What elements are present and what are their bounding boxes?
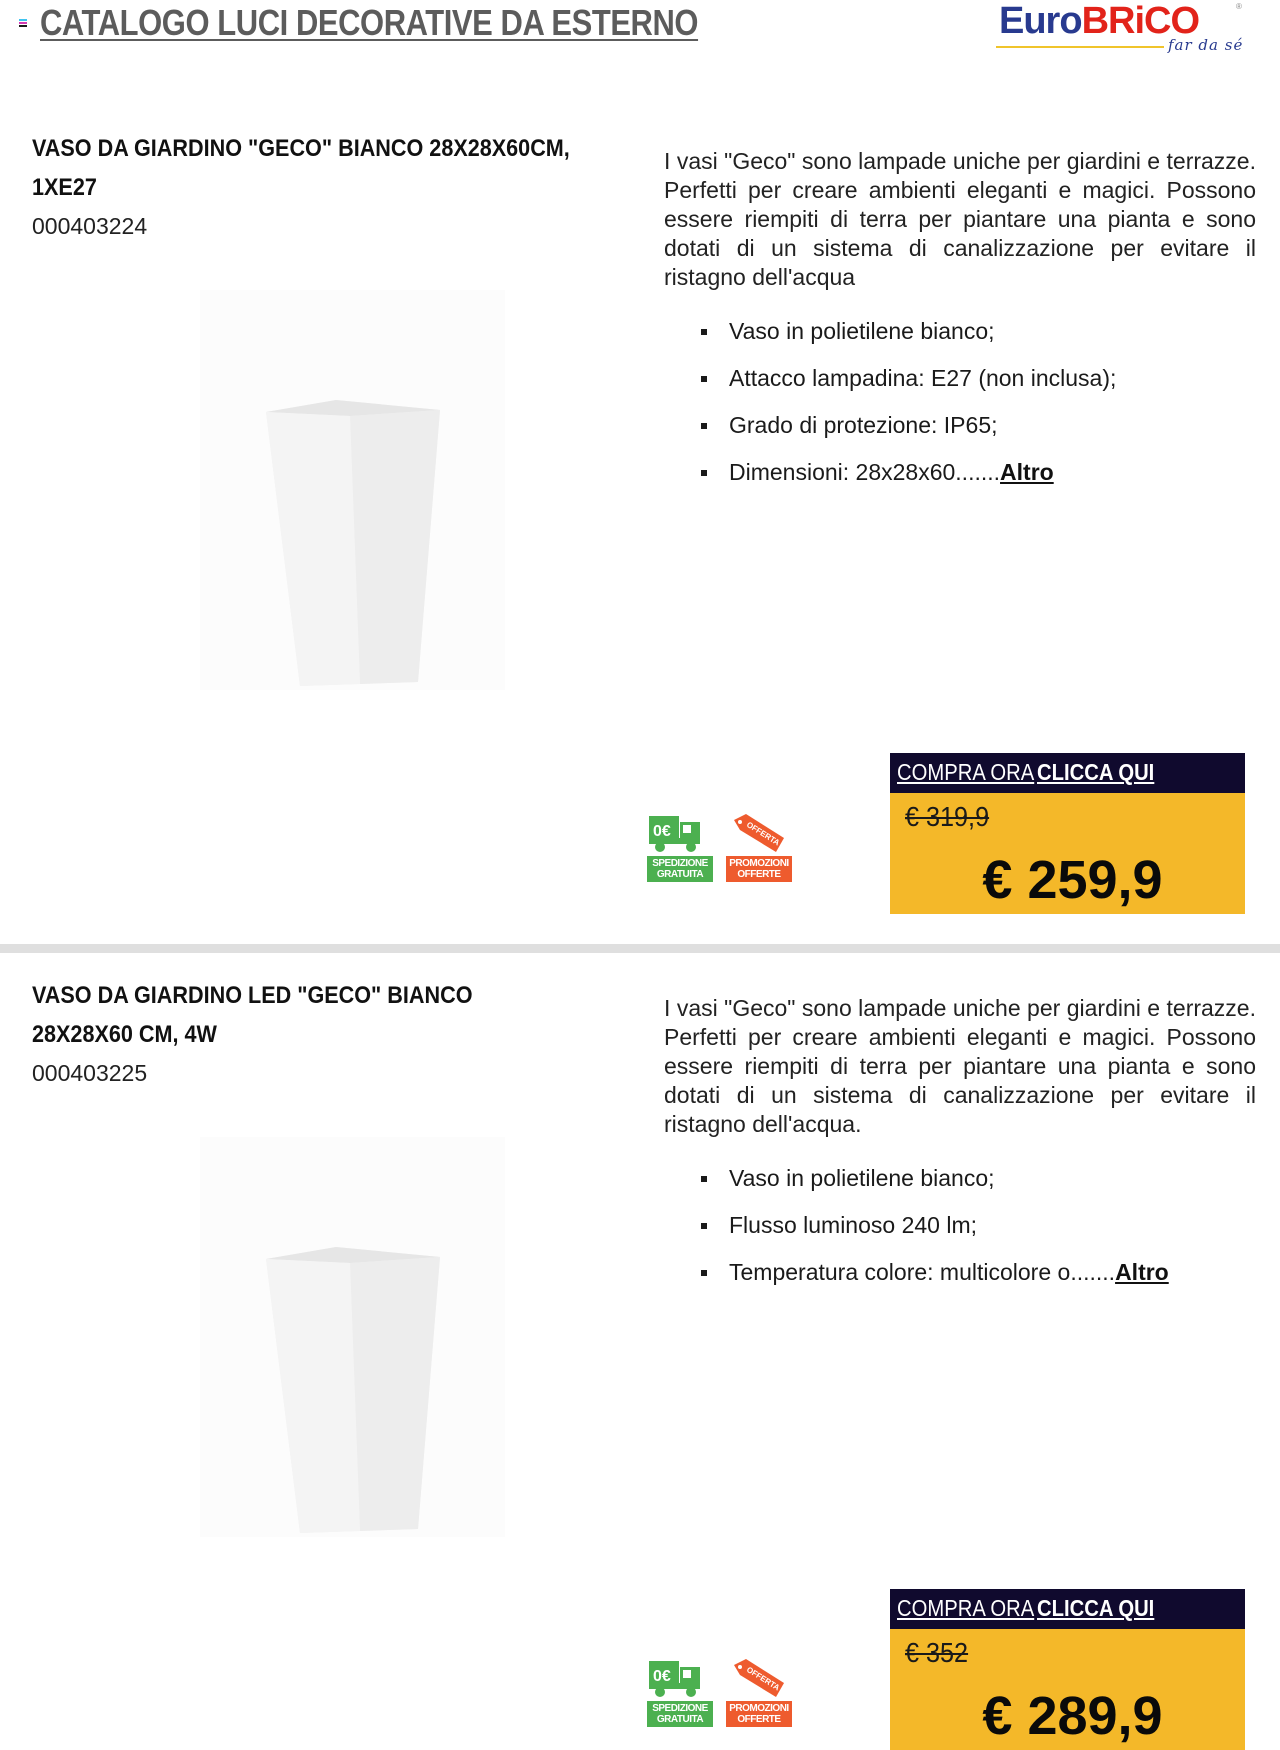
logo-tagline: far da sé	[1168, 36, 1244, 54]
page-title: CATALOGO LUCI DECORATIVE DA ESTERNO	[40, 2, 699, 43]
product-card	[0, 953, 1280, 1750]
bullet-icon	[701, 376, 707, 382]
product-image	[200, 290, 505, 690]
badge-group	[647, 814, 797, 884]
bullet-icon	[701, 1270, 707, 1276]
feature-item: Attacco lampadina: E27 (non inclusa);	[700, 364, 1260, 411]
more-link[interactable]: Altro	[1115, 1259, 1169, 1285]
click-here-link[interactable]: CLICCA QUI	[1037, 759, 1155, 785]
logo-euro-text: Euro	[999, 0, 1082, 42]
promo-offers-badge[interactable]: OFFERTA PROMOZIONI OFFERTE	[726, 814, 792, 882]
svg-text:OFFERTA: OFFERTA	[744, 1665, 782, 1693]
price-tag-icon	[726, 1659, 792, 1701]
more-link[interactable]: Altro	[1000, 459, 1054, 485]
svg-text:OFFERTA: OFFERTA	[744, 820, 782, 848]
feature-item: Dimensioni: 28x28x60.......Altro	[700, 458, 1260, 505]
vase-image	[200, 290, 505, 690]
feature-list	[700, 1164, 1260, 1305]
product-description: I vasi "Geco" sono lampade uniche per giardini e terrazze. Perfetti per creare ambienti eleganti e magici. Possono essere riempiti di terra per piantare una pianta e sono dotati di un sistema di canalizzazione per evitare il ristagno dell'acqua	[664, 148, 1256, 290]
bullet-icon	[701, 329, 707, 335]
buy-now-link[interactable]: COMPRA ORA	[897, 759, 1035, 785]
bullet-icon	[701, 1176, 707, 1182]
registered-mark: ®	[1236, 2, 1242, 11]
price-tag-icon	[726, 814, 792, 856]
section-divider	[0, 944, 1280, 953]
current-price: € 259,9	[982, 850, 1163, 910]
price-box	[890, 753, 1245, 914]
bullet-icon	[701, 423, 707, 429]
product-code: 000403225	[32, 1060, 148, 1086]
free-shipping-badge[interactable]: 0€ SPEDIZIONE GRATUITA	[647, 1659, 713, 1727]
svg-text:0€: 0€	[653, 1668, 671, 1685]
buy-now-bar[interactable]	[890, 1589, 1245, 1629]
product-title: VASO DA GIARDINO "GECO" BIANCO 28X28X60CM, 1XE27	[32, 135, 570, 201]
feature-item: Grado di protezione: IP65;	[700, 411, 1260, 458]
free-shipping-badge[interactable]: 0€ SPEDIZIONE GRATUITA	[647, 814, 713, 882]
product-title: VASO DA GIARDINO LED "GECO" BIANCO 28X28X60 CM, 4W	[32, 982, 473, 1048]
product-image	[200, 1137, 505, 1537]
promo-offers-badge[interactable]: OFFERTA PROMOZIONI OFFERTE	[726, 1659, 792, 1727]
old-price: € 319,9	[905, 801, 990, 832]
feature-item: Vaso in polietilene bianco;	[700, 1164, 1260, 1211]
truck-icon	[647, 814, 713, 856]
feature-list	[700, 317, 1260, 505]
feature-item: Vaso in polietilene bianco;	[700, 317, 1260, 364]
feature-item: Flusso luminoso 240 lm;	[700, 1211, 1260, 1258]
svg-text:0€: 0€	[653, 823, 671, 840]
old-price: € 352	[905, 1637, 969, 1668]
product-code: 000403224	[32, 213, 148, 239]
badge-group	[647, 1659, 797, 1729]
buy-now-link[interactable]: COMPRA ORA	[897, 1595, 1035, 1621]
current-price: € 289,9	[982, 1686, 1163, 1746]
product-description: I vasi "Geco" sono lampade uniche per giardini e terrazze. Perfetti per creare ambienti eleganti e magici. Possono essere riempiti di terra per piantare una pianta e sono dotati di un sistema di canalizzazione per evitare il ristagno dell'acqua.	[664, 995, 1256, 1137]
bullet-icon	[701, 1223, 707, 1229]
logo-brico-text: BRiCO	[1081, 0, 1200, 42]
click-here-link[interactable]: CLICCA QUI	[1037, 1595, 1155, 1621]
feature-item: Temperatura colore: multicolore o.......Altro	[700, 1258, 1260, 1305]
truck-icon	[647, 1659, 713, 1701]
vase-image	[200, 1137, 505, 1537]
price-box	[890, 1589, 1245, 1750]
bullet-icon	[701, 470, 707, 476]
buy-now-bar[interactable]	[890, 753, 1245, 793]
